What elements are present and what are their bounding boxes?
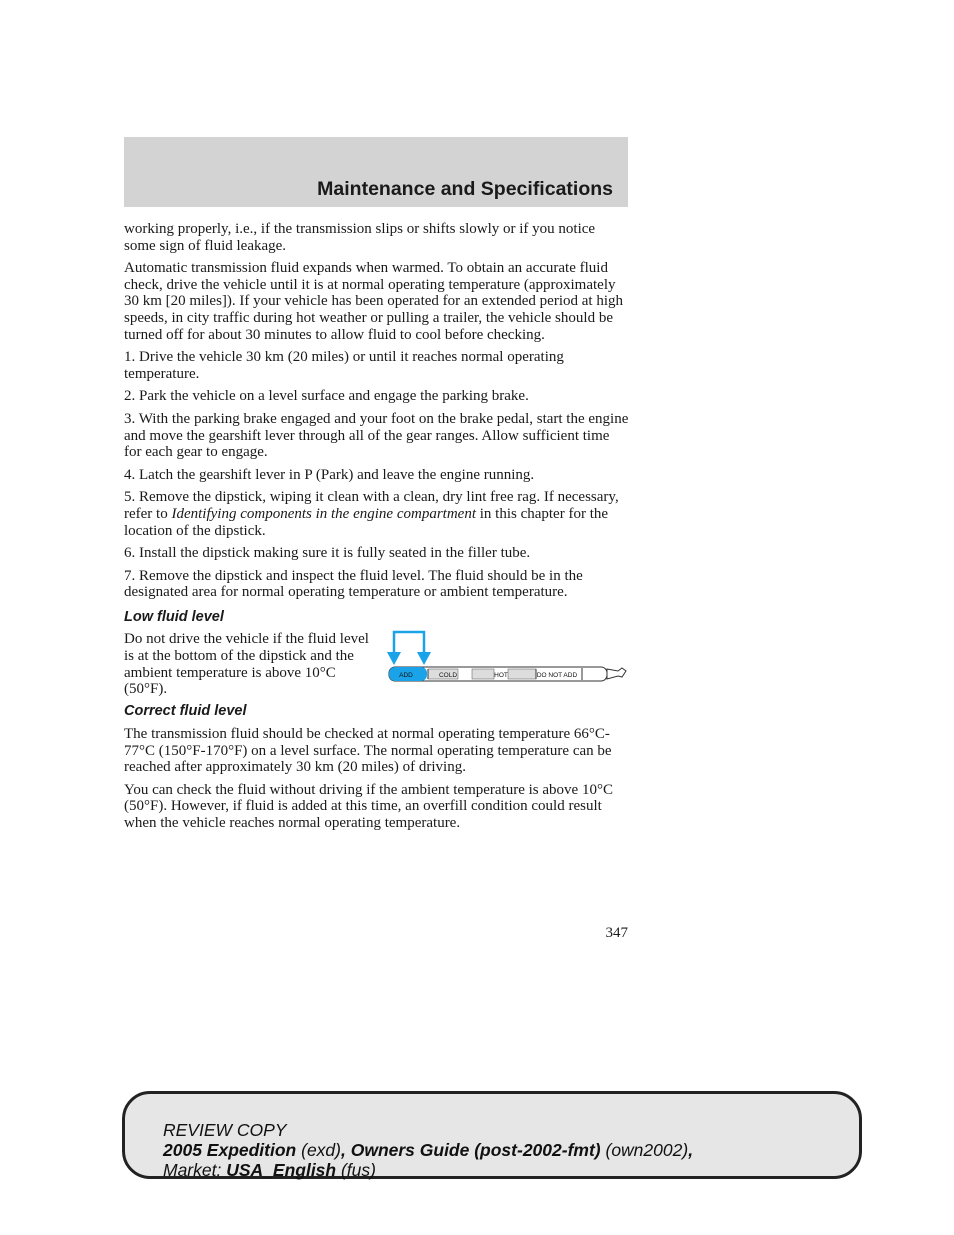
- review-copy-footer: [122, 1091, 862, 1179]
- step-2: 2. Park the vehicle on a level surface and engage the parking brake.: [124, 388, 529, 405]
- footer-market: USA_English: [226, 1160, 337, 1180]
- dipstick-illustration: [386, 627, 634, 683]
- footer-guide: Owners Guide (post-2002-fmt): [350, 1140, 601, 1160]
- low-fluid-section: [124, 631, 630, 698]
- level-arrows: [387, 632, 431, 665]
- paragraph-intro: working properly, i.e., if the transmission slips or shifts slowly or if you notice some sign of fluid leakage.: [124, 221, 596, 254]
- footer-separator-2: ,: [688, 1140, 694, 1160]
- step-6: 6. Install the dipstick making sure it is fully seated in the filler tube.: [124, 545, 531, 562]
- correct-fluid-paragraph-2: You can check the fluid without driving if the ambient temperature is above 10°C (50°F). However, if fluid is added at this time, an overfill condition could result when the vehicle reaches normal operating temperature.: [124, 781, 613, 832]
- footer-separator: ,: [340, 1140, 351, 1160]
- footer-model-code: (exd): [296, 1140, 341, 1160]
- footer-market-line: [163, 1160, 693, 1180]
- step-7: 7. Remove the dipstick and inspect the fluid level. The fluid should be in the designated area for normal operating temperature or ambient temperature.: [124, 567, 583, 601]
- footer-market-label: Market:: [163, 1160, 227, 1180]
- dipstick-label-do-not-add: DO NOT ADD: [536, 672, 578, 680]
- page-content: [124, 221, 630, 838]
- step-4: 4. Latch the gearshift lever in P (Park) and leave the engine running.: [124, 466, 535, 483]
- section-title: Maintenance and Specifications: [317, 178, 613, 200]
- footer-review-label: [163, 1120, 693, 1140]
- step-1: 1. Drive the vehicle 30 km (20 miles) or until it reaches normal operating temperature.: [124, 349, 564, 382]
- footer-text: [163, 1120, 693, 1180]
- correct-fluid-heading: Correct fluid level: [124, 703, 247, 720]
- step-5-reference: Identifying components in the engine compartment: [171, 505, 476, 522]
- dipstick-label-add: ADD: [399, 672, 413, 680]
- dipstick-label-cold: COLD: [438, 672, 458, 680]
- correct-fluid-paragraph-1: The transmission fluid should be checked at normal operating temperature 66°C-77°C (150°F-170°F) on a level surface. The normal operating temperature can be reached after approximately 30 km (20 miles) of driving.: [124, 726, 612, 776]
- footer-guide-line: [163, 1140, 693, 1160]
- step-5-text: 5. Remove the dipstick, wiping it clean with a clean, dry lint free rag. If necessary, refer to: [124, 489, 619, 522]
- low-fluid-heading: Low fluid level: [124, 608, 224, 625]
- step-5: [124, 489, 630, 539]
- step-3: 3. With the parking brake engaged and your foot on the brake pedal, start the engine and move the gearshift lever through all of the gear ranges. Allow sufficient time for each gear to engage.: [124, 410, 629, 461]
- footer-market-code: (fus): [336, 1160, 376, 1180]
- section-header-band: [124, 137, 628, 207]
- footer-model: 2005 Expedition: [163, 1140, 297, 1160]
- dipstick-label-hot: HOT: [494, 672, 508, 680]
- step-5-text-end: in this chapter for the location of the dipstick.: [124, 505, 609, 539]
- page-number: 347: [605, 925, 628, 941]
- low-fluid-text: Do not drive the vehicle if the fluid level is at the bottom of the dipstick and the ambient temperature is above 10°C (50°F).: [124, 631, 369, 698]
- paragraph-fluid-expands: Automatic transmission fluid expands when warmed. To obtain an accurate fluid check, drive the vehicle until it is at normal operating temperature (approximately 30 km [20 miles]). If your vehicle has been operated for an extended period at high speeds, in city traffic during hot weather or pulling a trailer, the vehicle should be turned off for about 30 minutes to allow fluid to cool before checking.: [124, 260, 623, 343]
- footer-guide-code: (own2002): [600, 1140, 689, 1160]
- review-copy-text: REVIEW COPY: [163, 1120, 287, 1140]
